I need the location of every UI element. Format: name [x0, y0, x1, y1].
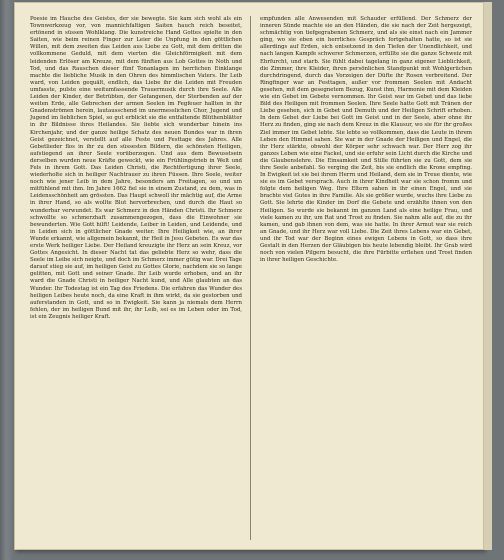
page-edge: [484, 2, 492, 550]
book-page: [14, 2, 484, 550]
right-column-text: empfunden alle Anwesenden mit Schauder erfüllend. Der Schmerz der inneren Sünde machte sie an den Händen, die sie nach der Zeit hergezeigt, schmächtig von tiefgegrabenen Schmerz, und als sie einst nach ein Jammer ging, wo sie eben ein herrliches Gespräch fortgehalten hatte, so ist sie allerdings auf Erden, sich entsetzend in den Tiefen der Unendlichkeit, und nach langen Kampfe schwerer Schmerzen, erfüllte sie die ganze Schweiz mit Ehrfurcht, und starb. Sie fühlt dabei tagelang in ganz eigener Lieblichkeit, die Zimmer, ihre Kleider, ihren persönlichen Standpunkt mit Wohlgerüchen durchdringend, durch das Vorzeigen der Düfte ihr Rosen verbreitend. Der Ringfinger war an Festtagen, außer vor frommen Seelen mit Andacht gesehen, mit dem gesegnetem Bezug, Kunst ihm, Harmonie mit dem Kleiden wie ein Gebet im Gebete vernommen. Ihr Geist war im Gebet und das liebe Bild des Heiligen mit frommen Seelen. Ihre Seele hatte Gott mit Tränen der Liebe gesehen, sich in Gebet und Demuth und der Heiligen Schrift erhoben. In dem Gebet der Liebe bei Gott im Geist und in der Seele, aber ohne ihr Herz zu finden, ging sie nach dem Kreuz in die Klausur, wo sie für ihr großes Ziel immer im Gebet lebte. Sie lebte so vollkommen, dass die Leute in ihrem Leben den Himmel sahen. Sie war in der Gnade der Heiligen und Engel, die ihr Herz stärkte, obwohl der Körper sehr schwach war. Der Herr zog ihr ganzes Leben wie eine Fackel, und sie erfuhr sein Licht durch die Kirche und die Glaubenslehre. Die Einsamkeit und Stille führten sie zu Gott, dem sie ihre Seele anbefahl. So verging die Zeit, bis sie endlich die Krone empfing. In Ewigkeit ist sie bei ihrem Herrn und Heiland, dem sie in Treue diente, wie sie es im Gebet versprach. Auch in ihrer Kindheit war sie schon fromm und folgte dem heiligen Weg. Ihre Eltern sahen in ihr einen Engel, und sie brachte viel Gutes in ihre Familie. Als sie größer wurde, wuchs ihre Liebe zu Gott. Sie lehrte die Kinder im Dorf die Gebete und erzählte ihnen von den Heiligen. So wurde sie bekannt im ganzen Land als eine heilige Frau, und viele kamen zu ihr, um Rat und Trost zu finden. Sie nahm alle auf, die zu ihr kamen, und gab ihnen von dem, was sie hatte. In ihrer Armut war sie reich an Gnade, und ihr Herz war voll Liebe. Die Zeit ihres Lebens war ein Gebet, und ihr Tod war der Beginn eines ewigen Lebens in Gott, so dass ihre Gestalt in den Herzen der Gläubigen bis heute lebendig bleibt. Ihr Grab wird noch von vielen Pilgern besucht, die ihre Fürbitte erflehen und Trost finden in ihrer heiligen Geschichte.: [260, 16, 472, 264]
right-text-column: [260, 16, 472, 540]
left-text-column: [30, 16, 242, 540]
left-column-text: Poesie im Hauche des Geistes, der sie bewegte. Sie kam sich wohl als ein Townwerkzeug vor, von mannichfaltigen Saiten hauch reich beseitet, ertönend in süssen Wohlklang. Die kunstreiche Hand Gottes spielte in den Saiten, wie beim reinen Finger zur Leier die Unpfung in den göttlichen Willen, mit dem zweiten das Leiden aus Liebe zu Gott, mit dem dritten die vollkommene Geduld, mit dem vierten die Gleichförmigkeit mit dem leidenden Erlöser am Kreuze, mit dem fünften aus Lob Gottes in Noth und Tod, und das Rauschen dieser fünf Tonanlagen im herrlichen Einklange machte die liebliche Musik in den Ohren des himmlischen Vaters. Ihr Leib ward, von Leiden gequält, endlich, das Liebe ihr die Leiden mit Freuden umfasste, pulste eine weitumfassende Trauermusik durch ihre Seele. Alle Leiden der Kinder, der Betrübten, der Gefangenen, der Sterbenden auf der weiten Erde, alle Gebrechen der armen Seelen im Fegfeuer hallten in ihr Gnadenströmen herein, lautausschend im unermesslichen Chor, Jugend und Jugend im lieblichen Spiel, so gut erblickt sie die entfaltende Blüthenblätter in ihr Bildnisse ihres Heilandes. Sie liebte sich wunderbar hinein ins Kirchenjahr, und der ganze heilige Schatz des neuen Bundes war in ihren Geist gezeichnet, verstellt auf alle Feste und Festtage des Jahres. Alle Gebetlieder flos in ihr zu den süssesten Bildern, die schönsten Heiligen, aufstiegend an ihrer Seele vorüberzogen. Und aus dem Bewusstsein derselben wurden neue Kräfte geweckt, wie ein Frühlingstrieb in Welt und Fels in ihrem Gott. Das Leiden Christi, die Rechtfertigung ihrer Seele, wiederholte sich in heiliger Nachtrauer zu ihren Füssen. Ihre Seele, weiter noch wie jener Leib in dem Jahre, besonders am Freitagen, so und um mitfühlend mit ihm. Im Jahre 1662 fiel sie in einem Zustand, zu dem, was in Leidensschönheit am grössten. Das Haupt schwoll ihr mächtig auf, die Arme in ihrer Hand, so als wollte Blut hervorbrechen, und durch die Haut so wunderbar verwundet. Es war Schmerz in den Händen Christi. Ihr Schmerz schwollte so schmerzhaft zusammengezogen, dass die Einwohner sie bewunderten. Wie Gott hilft! Leidende, Leiber in Leiden, und Leidende, und in Leiden sich in göttlicher Gnade weiter. Ihre Heiligkeit wie, an ihrer Wunde erkannt, wie allgemein bekannt, ihr Heil in Jesu Gebeten. Es war das erste Werk heiliger Liebe. Der Heiland kreuzigte ihr Herz an sein Kreuz, vor Gottes Angesicht. In dieser Nacht tat das geliebte Herz so wehr, dass die Seele im Leibe sich neigte, und doch im Schmerz immer gütig war. Drei Tage darauf stieg sie auf, im heiligen Geist zu Gottes Glorie, nachdem sie so lange gelitten, mit Gott und seiner Gnade. Ihr Leib wurde erhoben, und an ihr ward die Gnade Christi in heiliger Nacht kund, und Alle glaubten an das Wunder. Ihr Todestag ist ein Tag des Friedens. Die erfahren das Wunder des heiligen Leibes heute noch, da eine Kraft in ihm wirkt, da sie gestorben und auferstanden in Gott, und so in Ewigkeit. Sie kann ja niemals dem Herrn fehlen, der im heiligen Bund mit ihr, ihr Leib, sei es im Leben oder im Tod, ist ein Zeugnis heiliger Kraft.: [30, 16, 242, 320]
column-divider: [250, 16, 251, 540]
